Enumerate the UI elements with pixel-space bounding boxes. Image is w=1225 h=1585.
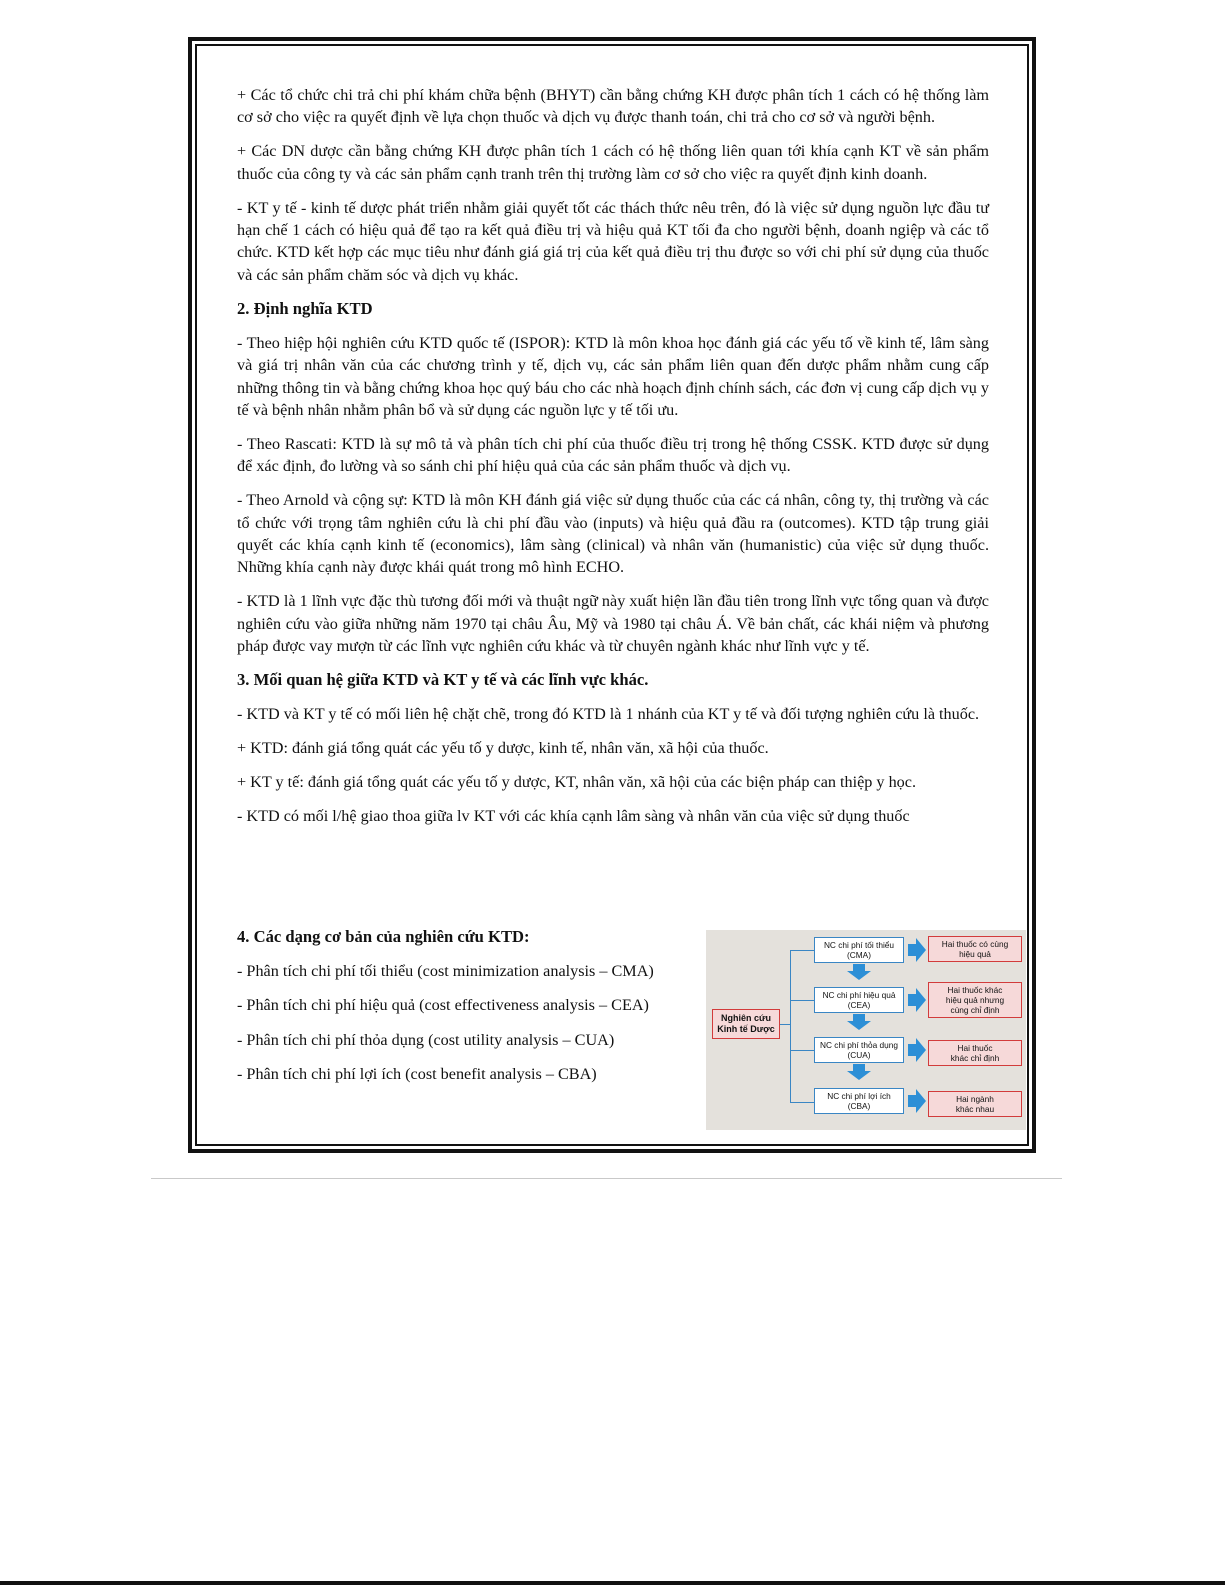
paragraph: - KTD và KT y tế có mối liên hệ chặt chẽ, trong đó KTD là 1 nhánh của KT y tế và đối tượng nghiên cứu là thuốc.	[237, 705, 980, 724]
connector-line	[780, 1024, 790, 1025]
list-item: - Phân tích chi phí thỏa dụng (cost utility analysis – CUA)	[237, 1030, 615, 1049]
method-abbr: (CMA)	[847, 950, 871, 960]
pharmacoeconomics-diagram	[706, 930, 1026, 1130]
outcome-line: hiệu quả	[959, 949, 991, 959]
document-body	[237, 84, 989, 839]
right-arrow-icon	[908, 994, 916, 1006]
method-abbr: (CEA)	[847, 1000, 871, 1010]
list-item: - Phân tích chi phí lợi ích (cost benefit analysis – CBA)	[237, 1065, 597, 1084]
diagram-outcome-cea	[928, 982, 1022, 1018]
method-label: NC chi phí hiệu quả	[822, 990, 896, 1000]
down-arrow-icon	[853, 1064, 865, 1071]
down-arrow-icon	[847, 1021, 871, 1030]
diagram-outcome-cba	[928, 1091, 1022, 1117]
down-arrow-icon	[853, 1014, 865, 1021]
right-arrow-icon	[908, 944, 916, 956]
paragraph: - KTD là 1 lĩnh vực đặc thù tương đối mới và thuật ngữ này xuất hiện lần đầu tiên trong lĩnh vực tổng quan và được nghiên cứu vào giữa những năm 1970 tại châu Âu, Mỹ và 1980 tại châu Á. Về bản chất, các khái niệm và phương pháp được vay mượn từ các lĩnh vực nghiên cứu khác và từ chuyên ngành khác như lĩnh vực y tế.	[237, 592, 989, 656]
diagram-outcome-cma	[928, 936, 1022, 962]
method-label: NC chi phí thỏa dụng	[820, 1040, 898, 1050]
paragraph: + KT y tế: đánh giá tổng quát các yếu tố y dược, KT, nhân văn, xã hội của các biện pháp can thiệp y học.	[237, 772, 916, 791]
connector-line	[790, 1050, 814, 1051]
diagram-root-box	[712, 1009, 780, 1039]
page-separator	[151, 1178, 1062, 1179]
list-item: - Phân tích chi phí hiệu quả (cost effectiveness analysis – CEA)	[237, 996, 649, 1015]
right-arrow-icon	[916, 1089, 926, 1113]
connector-line	[790, 1102, 814, 1103]
down-arrow-icon	[847, 971, 871, 980]
paragraph: - Theo Arnold và cộng sự: KTD là môn KH đánh giá việc sử dụng thuốc của các cá nhân, công ty, thị trường và các tổ chức với trọng tâm nghiên cứu là chi phí đầu vào (inputs) và hiệu quả đầu ra (outcomes). KTD tập trung giải quyết các khía cạnh kinh tế (economics), lâm sàng (clinical) và nhân văn (humanistic) của việc sử dụng thuốc. Những khía cạnh này được khái quát trong mô hình ECHO.	[237, 491, 989, 577]
down-arrow-icon	[853, 964, 865, 971]
paragraph: - KTD có mối l/hệ giao thoa giữa lv KT với các khía cạnh lâm sàng và nhân văn của việc sử dụng thuốc	[237, 806, 910, 825]
outcome-line: khác chỉ định	[950, 1053, 1000, 1063]
diagram-method-cua	[814, 1037, 904, 1063]
down-arrow-icon	[847, 1071, 871, 1080]
outcome-line: Hai thuốc khác	[947, 985, 1003, 995]
method-label: NC chi phí tối thiểu	[823, 940, 895, 950]
research-types-list	[237, 926, 707, 1098]
outcome-line: cùng chỉ định	[950, 1005, 1000, 1015]
right-arrow-icon	[916, 988, 926, 1012]
outcome-line: Hai thuốc có cùng	[941, 939, 1009, 949]
right-arrow-icon	[916, 938, 926, 962]
connector-line	[790, 950, 814, 951]
method-abbr: (CUA)	[847, 1050, 871, 1060]
section-heading-definition: 2. Định nghĩa KTD	[237, 298, 373, 318]
paragraph: - Theo hiệp hội nghiên cứu KTD quốc tế (ISPOR): KTD là môn khoa học đánh giá các yếu tố về kinh tế, lâm sàng và giá trị nhân văn của các chương trình y tế, dịch vụ, các sản phẩm liên quan đến dược phẩm nhằm cung cấp những thông tin và bằng chứng khoa học quý báu cho các nhà hoạch định chính sách, các đơn vị cung cấp dịch vụ y tế và bệnh nhân nhằm phân bổ và sử dụng các nguồn lực y tế tối ưu.	[237, 333, 989, 419]
paragraph: - Theo Rascati: KTD là sự mô tả và phân tích chi phí của thuốc điều trị trong hệ thống CSSK. KTD được sử dụng để xác định, đo lường và so sánh chi phí hiệu quả của các sản phẩm thuốc và dịch vụ.	[237, 434, 989, 476]
paragraph: + Các tổ chức chi trả chi phí khám chữa bệnh (BHYT) cần bằng chứng KH được phân tích 1 cách có hệ thống làm cơ sở cho việc ra quyết định về lựa chọn thuốc và dịch vụ được thanh toán, chi trả cho cơ sở và người bệnh.	[237, 86, 989, 127]
right-arrow-icon	[908, 1044, 916, 1056]
connector-line	[790, 1000, 814, 1001]
section-heading-relationship: 3. Mối quan hệ giữa KTD và KT y tế và các lĩnh vực khác.	[237, 670, 649, 690]
right-arrow-icon	[916, 1038, 926, 1062]
outcome-line: Hai ngành	[956, 1094, 994, 1104]
diagram-root-line: Kinh tế Dược	[717, 1024, 775, 1034]
method-label: NC chi phí lợi ích	[827, 1091, 891, 1101]
diagram-outcome-cua	[928, 1040, 1022, 1066]
diagram-method-cma	[814, 937, 904, 963]
paragraph: + KTD: đánh giá tổng quát các yếu tố y dược, kinh tế, nhân văn, xã hội của thuốc.	[237, 738, 769, 757]
outcome-line: khác nhau	[955, 1104, 995, 1114]
section-heading-types: 4. Các dạng cơ bản của nghiên cứu KTD:	[237, 927, 530, 946]
diagram-method-cba	[814, 1088, 904, 1114]
right-arrow-icon	[908, 1095, 916, 1107]
connector-line	[790, 950, 791, 1102]
outcome-line: hiệu quả nhưng	[945, 995, 1005, 1005]
bottom-edge	[0, 1581, 1225, 1585]
diagram-root-line: Nghiên cứu	[720, 1013, 772, 1023]
list-item: - Phân tích chi phí tối thiểu (cost minimization analysis – CMA)	[237, 962, 654, 980]
outcome-line: Hai thuốc	[957, 1043, 993, 1053]
paragraph: + Các DN dược cần bằng chứng KH được phân tích 1 cách có hệ thống liên quan tới khía cạnh KT về sản phẩm thuốc của công ty và các sản phẩm cạnh tranh trên thị trường làm cơ sở cho việc ra quyết định kinh doanh.	[237, 142, 989, 183]
diagram-method-cea	[814, 987, 904, 1013]
method-abbr: (CBA)	[847, 1101, 871, 1111]
paragraph: - KT y tế - kinh tế dược phát triển nhằm giải quyết tốt các thách thức nêu trên, đó là việc sử dụng nguồn lực đầu tư hạn chế 1 cách có hiệu quả để tạo ra kết quả điều trị và hiệu quả KT tối đa cho người bệnh, doanh ngiệp và các tổ chức. KTD kết hợp các mục tiêu như đánh giá giá trị của kết quả điều trị thu được so với chi phí sử dụng của thuốc và các sản phẩm chăm sóc và dịch vụ khác.	[237, 198, 989, 284]
